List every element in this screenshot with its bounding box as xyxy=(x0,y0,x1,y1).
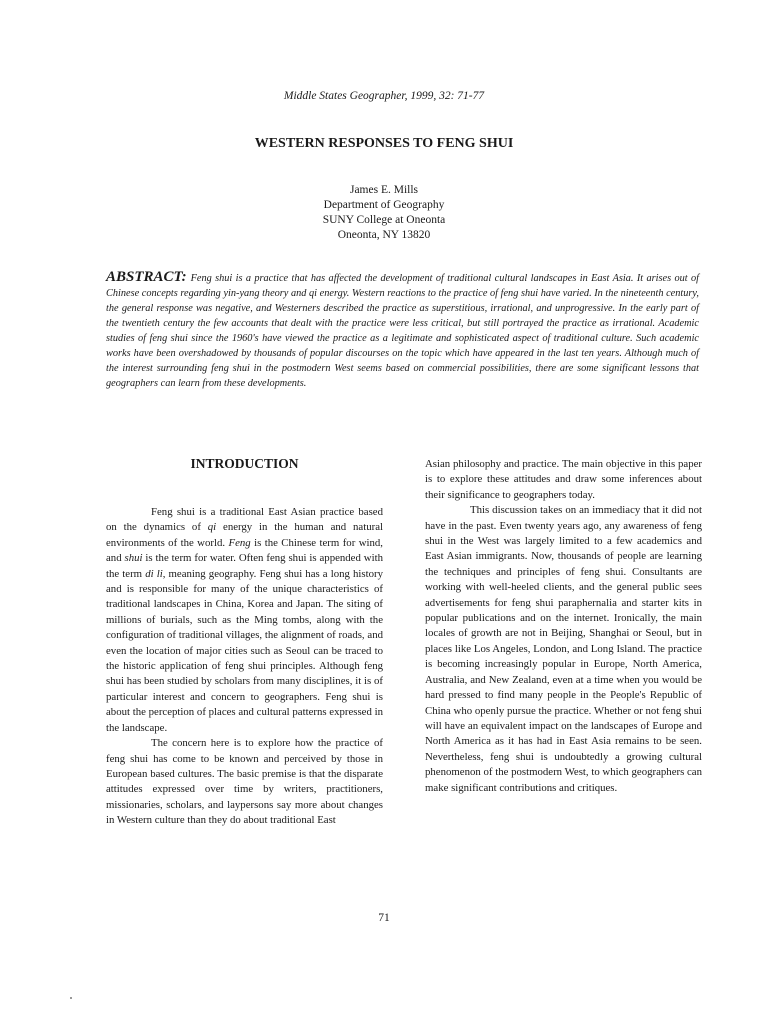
author-department: Department of Geography xyxy=(323,199,445,211)
page-number: 71 xyxy=(378,912,390,924)
abstract xyxy=(106,270,699,391)
section-heading-introduction: INTRODUCTION xyxy=(190,456,299,471)
scan-speck xyxy=(70,997,72,999)
intro-paragraph-1 xyxy=(106,505,383,736)
right-column xyxy=(425,457,702,796)
abstract-label: ABSTRACT: xyxy=(106,269,187,285)
intro-paragraph-3: This discussion takes on an immediacy that it did not have in the past. Even twenty years ago, any awareness of feng shui in the West was largely limited to a few academics and East Asian immigrants. Now, thousands of people are learning the techniques and principles of feng shui. Consultants are working with well-heeled clients, and the general public sees advertisements for feng shui paraphernalia and starter kits in popular publications and on the internet. Ironically, the main locales of growth are not in Beijing, Shanghai or Seoul, but in places like Los Angeles, London, and Long Island. The practice is becoming increasingly popular in Europe, North America, Australia, and New Zealand, even at a time when you would be hard pressed to find many people in the People's Republic of China who openly pursue the practice. Whether or not feng shui will have an equivalent impact on the landscapes of Europe and North America as it has had in East Asia remains to be seen. Nevertheless, feng shui is undoubtedly a growing cultural phenomenon of the postmodern West, to which geographers can make significant contributions and critiques. xyxy=(425,504,702,794)
abstract-text: Feng shui is a practice that has affected the development of traditional cultural landscapes in East Asia. It arises out of Chinese concepts regarding yin-yang theory and qi energy. Western reactions to the practice of feng shui have varied. In the nineteenth century, the general response was negative, and Westerners described the practice as superstitious, irrational, and unprogressive. In the early part of the twentieth century the few accounts that dealt with the practice were less critical, but still portrayed the practice as irrational. Academic studies of feng shui since the 1960's have viewed the practice as a legitimate and sophisticated aspect of traditional culture. Such academic works have been overshadowed by thousands of popular discourses on the topic which have appeared in the last ten years. Although much of the interest surrounding feng shui in the postmodern West seems based on commercial possibilities, there are some significant lessons that geographers can learn from these developments. xyxy=(106,273,699,389)
text-run: energy in the human and natural environments of the world. xyxy=(106,521,383,549)
text-run: , meaning geography. Feng shui has a long history and is responsible for many of the unique characteristics of traditional landscapes in China, Korea and Japan. The siting of millions of burials, such as the Ming tombs, along with the configuration of traditional villages, the alignment of roads, and even the location of major cities such as Seoul can be traced to the historic application of feng shui principles. Although feng shui has been studied by scholars from many disciplines, it is of particular interest and concern to geographers. Feng shui is about the perception of places and cultural patterns expressed in the landscape. xyxy=(106,567,383,734)
term-di-li: di li xyxy=(145,567,163,580)
left-column xyxy=(106,455,383,829)
term-feng: Feng xyxy=(228,536,251,549)
author-block xyxy=(0,183,768,243)
journal-citation: Middle States Geographer, 1999, 32: 71-77 xyxy=(283,90,485,102)
intro-paragraph-2: The concern here is to explore how the practice of feng shui has come to be known and perceived by those in European based cultures. The basic premise is that the disparate attitudes expressed over time by writers, practitioners, missionaries, scholars, and laypersons say more about changes in Western culture than they do about traditional East xyxy=(106,737,383,827)
term-qi: qi xyxy=(207,521,217,534)
text-run: is the term for water. Often feng shui is appended with the term xyxy=(106,552,383,580)
paper-title: WESTERN RESPONSES TO FENG SHUI xyxy=(254,136,514,151)
author-institution: SUNY College at Oneonta xyxy=(322,214,446,226)
author-location: Oneonta, NY 13820 xyxy=(337,229,431,241)
author-name: James E. Mills xyxy=(349,184,419,196)
text-run: Feng shui is a traditional East Asian practice based on the dynamics of xyxy=(106,506,383,534)
term-shui: shui xyxy=(124,552,143,565)
intro-paragraph-2-continued: Asian philosophy and practice. The main objective in this paper is to explore these attitudes and draw some inferences about their significance to geographers today. xyxy=(425,458,702,501)
text-run: is the Chinese term for wind, and xyxy=(106,536,383,565)
